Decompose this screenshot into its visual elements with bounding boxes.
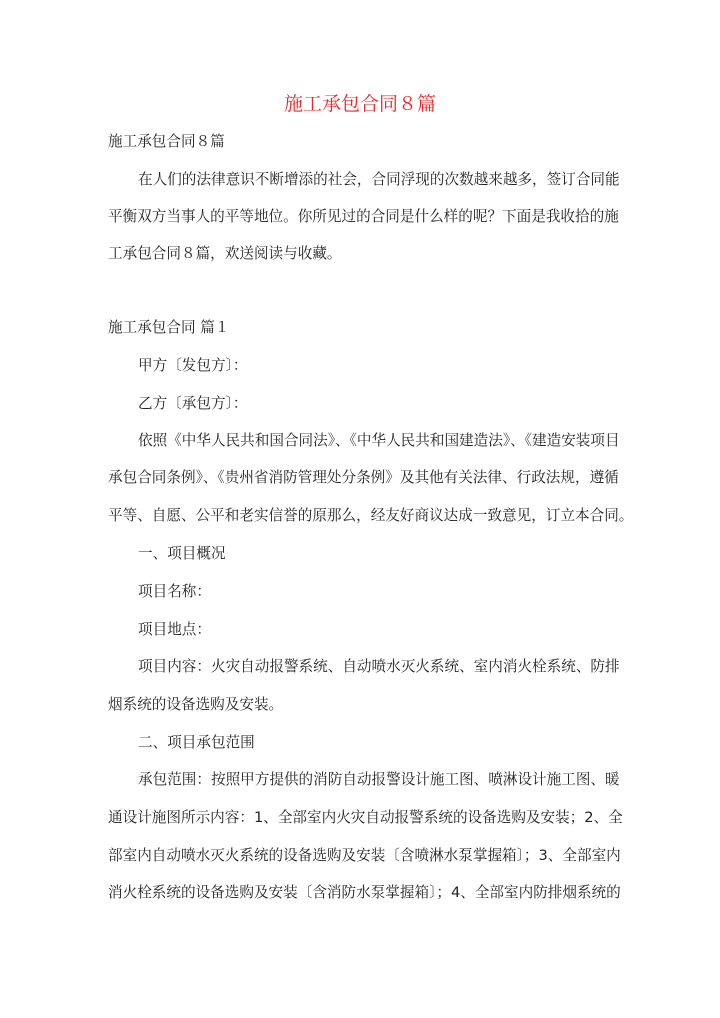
text-line: 项目内容：火灾自动报警系统、自动喷水灭火系统、室内消火栓系统、防排 <box>138 658 620 675</box>
text-line: 项目名称： <box>138 583 211 600</box>
text-line: 工承包合同８篇，欢送阅读与收藏。 <box>108 245 342 262</box>
text-line: 一、项目概况 <box>138 545 226 562</box>
text-line: 消火栓系统的设备选购及安装〔含消防水泵掌握箱〕；4、全部室内防排烟系统的 <box>108 884 621 901</box>
document-title: 施工承包合同８篇 <box>283 93 436 115</box>
text-line: 部室内自动喷水灭火系统的设备选购及安装〔含喷淋水泵掌握箱〕；3、全部室内 <box>108 847 621 864</box>
text-line: 通设计施图所示内容：1、全部室内火灾自动报警系统的设备选购及安装；2、全 <box>108 809 623 826</box>
text-line: 平等、自愿、公平和老实信誉的原那么，经友好商议达成一致意见，订立本合同。 <box>108 507 634 524</box>
text-line: 施工承包合同８篇 <box>108 133 225 150</box>
text-line: 烟系统的设备选购及安装。 <box>108 696 284 713</box>
text-line: 乙方〔承包方〕： <box>138 395 248 412</box>
text-line: 在人们的法律意识不断增添的社会，合同浮现的次数越来越多，签订合同能 <box>138 171 620 188</box>
text-line: 项目地点： <box>138 621 211 638</box>
text-line: 平衡双方当事人的平等地位。你所见过的合同是什么样的呢？下面是我收拾的施 <box>108 208 619 225</box>
text-line: 施工承包合同 篇１ <box>108 319 230 336</box>
text-line: 甲方〔发包方〕： <box>138 357 248 374</box>
text-line: 承包范围：按照甲方提供的消防自动报警设计施工图、喷淋设计施工图、暖 <box>138 771 620 788</box>
text-line: 承包合同条例》、《贵州省消防管理处分条例》及其他有关法律、行政法规，遵循 <box>108 469 619 486</box>
text-line: 二、项目承包范围 <box>138 734 255 751</box>
text-line: 依照《中华人民共和国合同法》、《中华人民共和国建造法》、《建造安装项目 <box>138 432 620 449</box>
